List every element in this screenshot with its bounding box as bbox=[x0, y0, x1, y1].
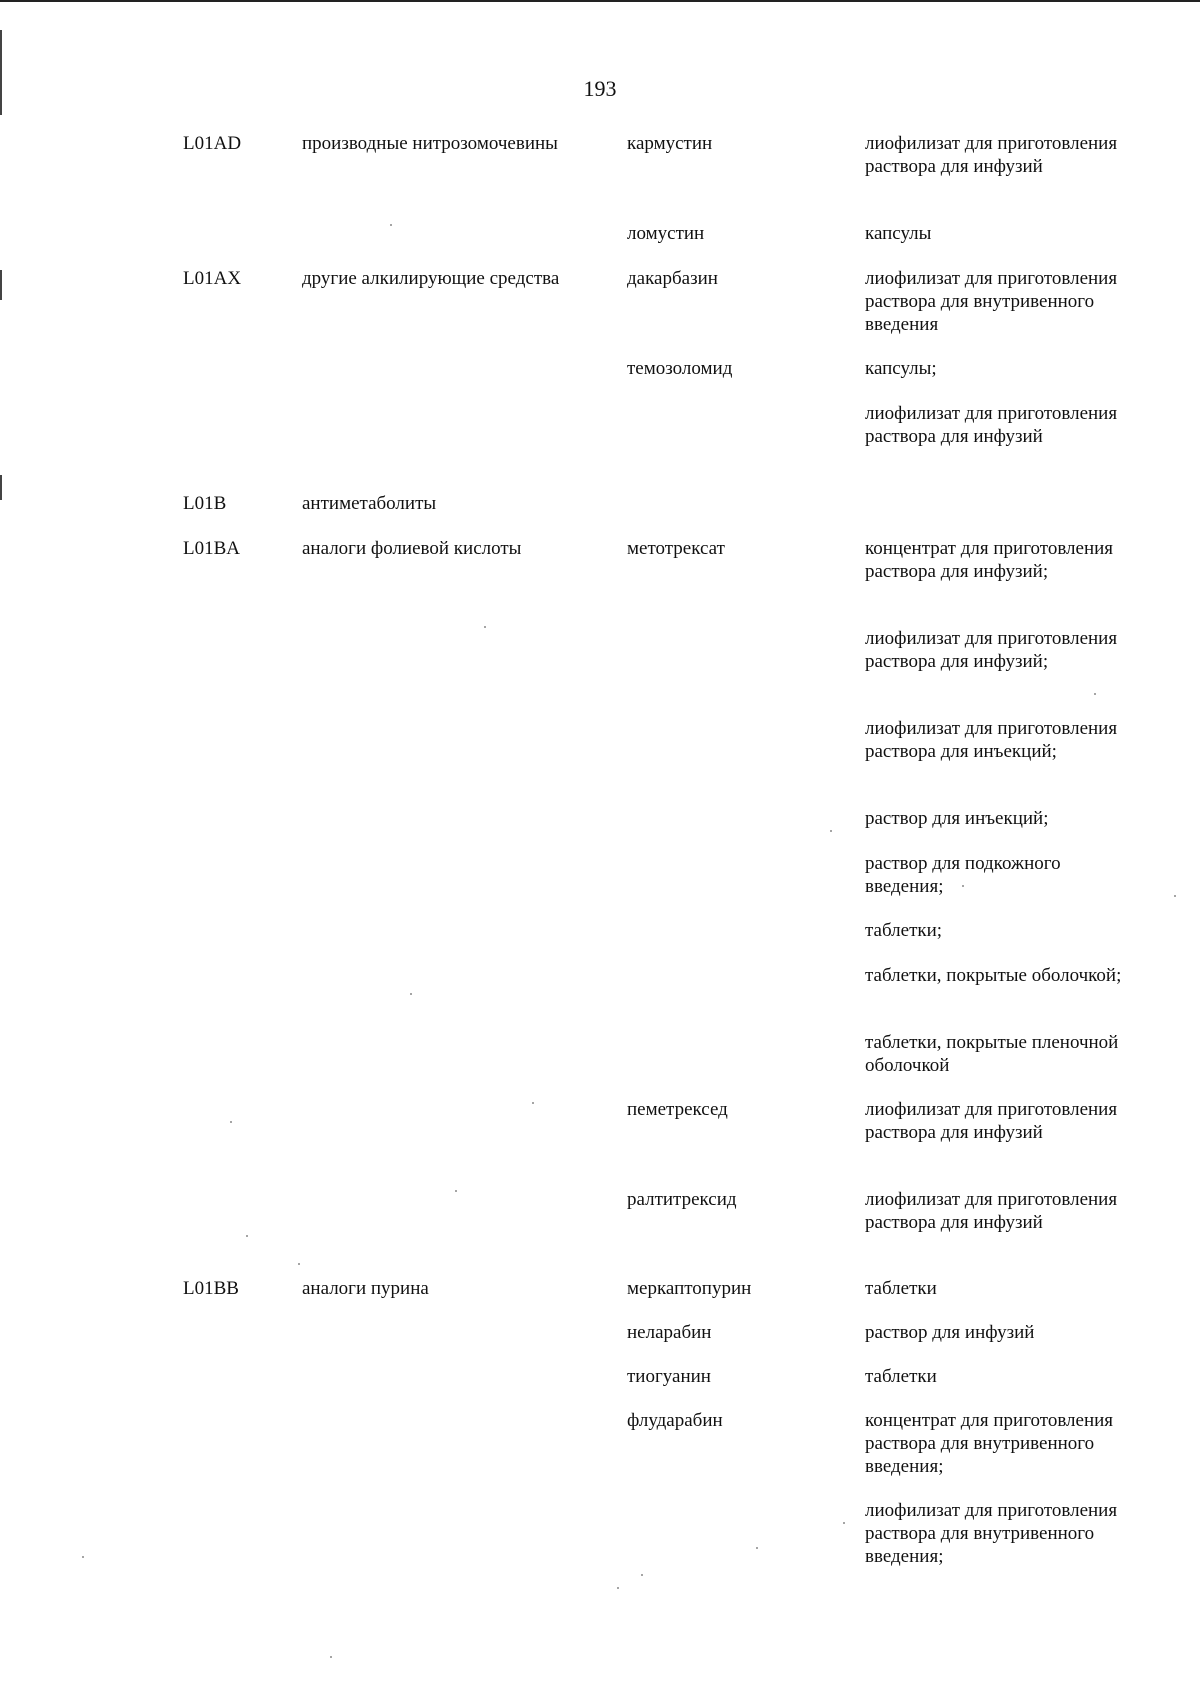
scan-speck bbox=[1094, 693, 1096, 695]
drug-name: пеметрексед bbox=[627, 1099, 728, 1120]
scan-speck bbox=[298, 1263, 300, 1265]
atc-group: аналоги пурина bbox=[302, 1278, 429, 1299]
drug-name: тиогуанин bbox=[627, 1366, 711, 1387]
scan-speck bbox=[962, 885, 964, 887]
dosage-form: таблетки, покрытые пленочной оболочкой bbox=[865, 1032, 1119, 1076]
scan-speck bbox=[843, 1522, 845, 1524]
atc-code: L01BA bbox=[183, 538, 240, 559]
atc-group: другие алкилирующие средства bbox=[302, 268, 560, 289]
dosage-form: капсулы; bbox=[865, 358, 937, 379]
dosage-form: таблетки; bbox=[865, 920, 943, 941]
dosage-form: лиофилизат для приготовления раствора для инфузий; bbox=[865, 628, 1118, 672]
drug-name: дакарбазин bbox=[627, 268, 718, 289]
dosage-form: капсулы bbox=[865, 223, 932, 244]
dosage-form: лиофилизат для приготовления раствора для инъекций; bbox=[865, 718, 1118, 762]
scan-edge-mark bbox=[0, 270, 2, 300]
dosage-form: раствор для инъекций; bbox=[865, 808, 1049, 829]
scan-speck bbox=[455, 1190, 457, 1192]
atc-code: L01B bbox=[183, 493, 227, 514]
atc-code: L01AD bbox=[183, 133, 242, 154]
dosage-form: таблетки, покрытые оболочкой; bbox=[865, 965, 1122, 986]
scan-speck bbox=[641, 1574, 643, 1576]
drug-name: ломустин bbox=[627, 223, 705, 244]
atc-group: аналоги фолиевой кислоты bbox=[302, 538, 522, 559]
scan-edge-mark bbox=[0, 475, 2, 500]
dosage-form: лиофилизат для приготовления раствора для внутривенного введения bbox=[865, 268, 1118, 335]
dosage-form: лиофилизат для приготовления раствора для инфузий bbox=[865, 133, 1118, 177]
dosage-form: раствор для инфузий bbox=[865, 1322, 1035, 1343]
drug-name: метотрексат bbox=[627, 538, 725, 559]
drug-name: темозоломид bbox=[627, 358, 733, 379]
dosage-form: таблетки bbox=[865, 1366, 937, 1387]
dosage-form: лиофилизат для приготовления раствора для инфузий bbox=[865, 403, 1118, 447]
scan-speck bbox=[246, 1235, 248, 1237]
drug-name: флударабин bbox=[627, 1410, 723, 1431]
scan-speck bbox=[830, 830, 832, 832]
scan-edge-mark bbox=[0, 30, 2, 115]
atc-code: L01BB bbox=[183, 1278, 239, 1299]
page-number: 193 bbox=[583, 76, 617, 101]
atc-group: производные нитрозомочевины bbox=[302, 133, 558, 154]
scan-speck bbox=[756, 1547, 758, 1549]
drug-name: неларабин bbox=[627, 1322, 712, 1343]
scan-speck bbox=[484, 626, 486, 628]
atc-group: антиметаболиты bbox=[302, 493, 437, 514]
dosage-form: концентрат для приготовления раствора для внутривенного введения; bbox=[865, 1410, 1114, 1477]
dosage-form: раствор для подкожного введения; bbox=[865, 853, 1061, 897]
dosage-form: концентрат для приготовления раствора для инфузий; bbox=[865, 538, 1114, 582]
dosage-form: лиофилизат для приготовления раствора для инфузий bbox=[865, 1099, 1118, 1143]
dosage-form: таблетки bbox=[865, 1278, 937, 1299]
scan-speck bbox=[410, 993, 412, 995]
scan-speck bbox=[1174, 895, 1176, 897]
scan-speck bbox=[617, 1587, 619, 1589]
scan-speck bbox=[82, 1556, 84, 1558]
atc-code: L01AX bbox=[183, 268, 242, 289]
scan-speck bbox=[532, 1102, 534, 1104]
dosage-form: лиофилизат для приготовления раствора для инфузий bbox=[865, 1189, 1118, 1233]
scan-speck bbox=[330, 1656, 332, 1658]
scan-speck bbox=[230, 1121, 232, 1123]
drug-name: кармустин bbox=[627, 133, 713, 154]
dosage-form: лиофилизат для приготовления раствора для внутривенного введения; bbox=[865, 1500, 1118, 1567]
drug-name: меркаптопурин bbox=[627, 1278, 752, 1299]
page-top-border bbox=[0, 0, 1200, 2]
scan-speck bbox=[390, 224, 392, 226]
drug-name: ралтитрексид bbox=[627, 1189, 737, 1210]
